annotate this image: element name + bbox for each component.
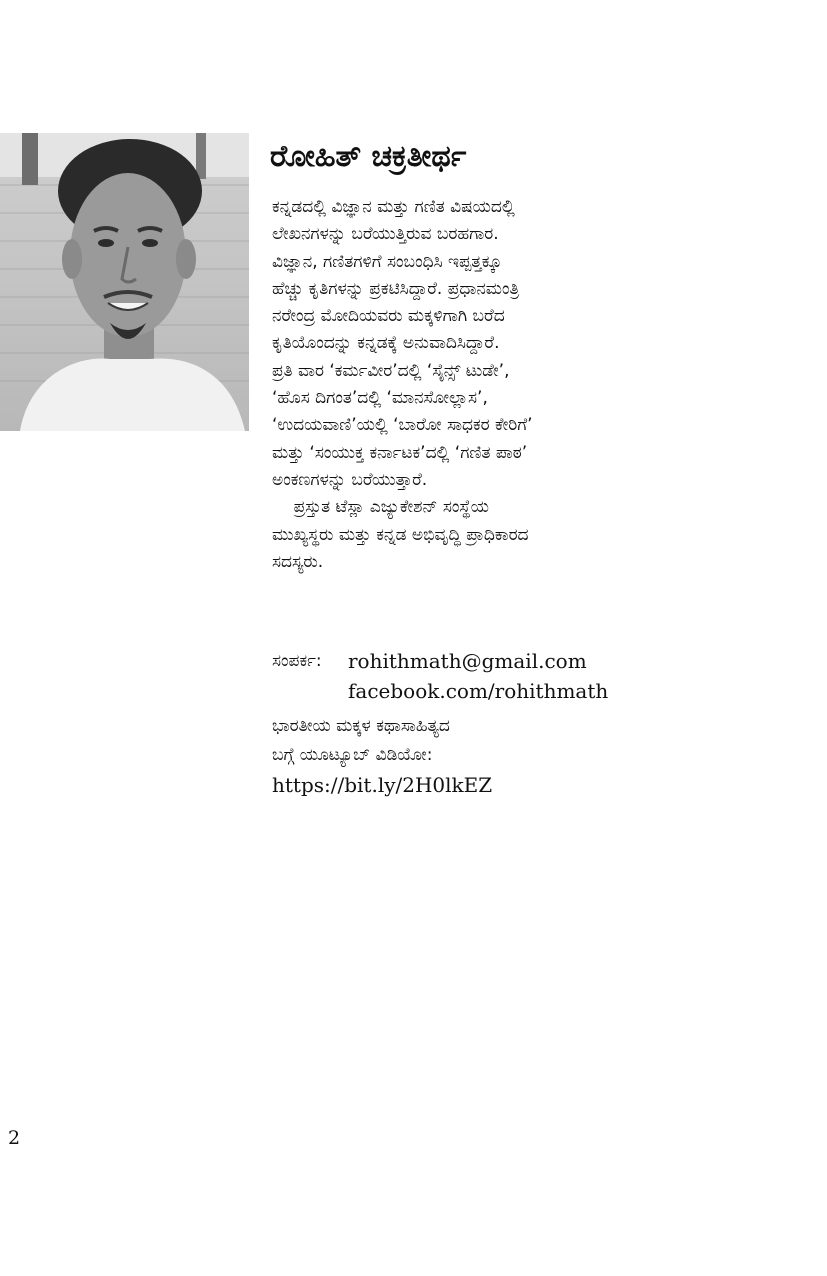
contact-facebook-row [272,676,692,706]
bio-line: ‘ಉದಯವಾಣಿ’ಯಲ್ಲಿ ‘ಬಾರೋ ಸಾಧಕರ ಕೇರಿಗೆ’ [272,415,533,436]
video-link[interactable]: https://bit.ly/2H0lkEZ [272,773,493,797]
bio-line: ‘ಹೊಸ ದಿಗಂತ’ದಲ್ಲಿ ‘ಮಾನಸೋಲ್ಲಾಸ’, [272,388,488,409]
bio-line: ವಿಜ್ಞಾನ, ಗಣಿತಗಳಿಗೆ ಸಂಬಂಧಿಸಿ ಇಪ್ಪತ್ತಕ್ಕೂ [272,251,502,272]
bio-line: ಸದಸ್ಯರು. [272,551,324,572]
contact-block [272,646,692,706]
author-name: ರೋಹಿತ್ ಚಕ್ರತೀರ್ಥ [270,139,467,174]
contact-email-row [272,646,692,676]
bio-line: ಹೆಚ್ಚು ಕೃತಿಗಳನ್ನು ಪ್ರಕಟಿಸಿದ್ದಾರೆ. ಪ್ರಧಾನಮಂತ್ರಿ [272,278,520,299]
contact-label: ಸಂಪರ್ಕ: [272,651,322,671]
video-caption-line-2: ಬಗ್ಗೆ ಯೂಟ್ಯೂಬ್ ವಿಡಿಯೋ: [272,745,433,765]
video-caption-line-1: ಭಾರತೀಯ ಮಕ್ಕಳ ಕಥಾಸಾಹಿತ್ಯದ [272,716,450,736]
video-block [272,712,692,800]
bio-line: ಲೇಖನಗಳನ್ನು ಬರೆಯುತ್ತಿರುವ ಬರಹಗಾರ. [272,224,499,245]
bio-line: ಕೃತಿಯೊಂದನ್ನು ಕನ್ನಡಕ್ಕೆ ಅನುವಾದಿಸಿದ್ದಾರೆ. [272,333,500,354]
bio-line: ಕನ್ನಡದಲ್ಲಿ ವಿಜ್ಞಾನ ಮತ್ತು ಗಣಿತ ವಿಷಯದಲ್ಲಿ [272,197,515,217]
contact-facebook[interactable]: facebook.com/rohithmath [348,679,609,703]
contact-email[interactable]: rohithmath@gmail.com [348,649,587,673]
page-number: 2 [8,1127,21,1149]
author-bio [272,194,642,576]
bio-line: ನರೇಂದ್ರ ಮೋದಿಯವರು ಮಕ್ಕಳಿಗಾಗಿ ಬರೆದ [272,306,505,327]
author-photo [0,133,249,431]
bio-line: ಮತ್ತು ‘ಸಂಯುಕ್ತ ಕರ್ನಾಟಕ’ದಲ್ಲಿ ‘ಗಣಿತ ಪಾಠ’ [272,442,528,463]
bio-line: ಪ್ರತಿ ವಾರ ‘ಕರ್ಮವೀರ’ದಲ್ಲಿ ‘ಸೈನ್ಸ್ ಟುಡೇ’, [272,360,510,381]
bio-line: ಪ್ರಸ್ತುತ ಟೆಸ್ಲಾ ಎಜ್ಯುಕೇಶನ್ ಸಂಸ್ಥೆಯ [272,497,490,518]
contact-label-spacer [272,676,348,706]
bio-line: ಅಂಕಣಗಳನ್ನು ಬರೆಯುತ್ತಾರೆ. [272,469,428,490]
bio-line: ಮುಖ್ಯಸ್ಥರು ಮತ್ತು ಕನ್ನಡ ಅಭಿವೃದ್ಧಿ ಪ್ರಾಧಿಕಾರದ [272,524,529,545]
